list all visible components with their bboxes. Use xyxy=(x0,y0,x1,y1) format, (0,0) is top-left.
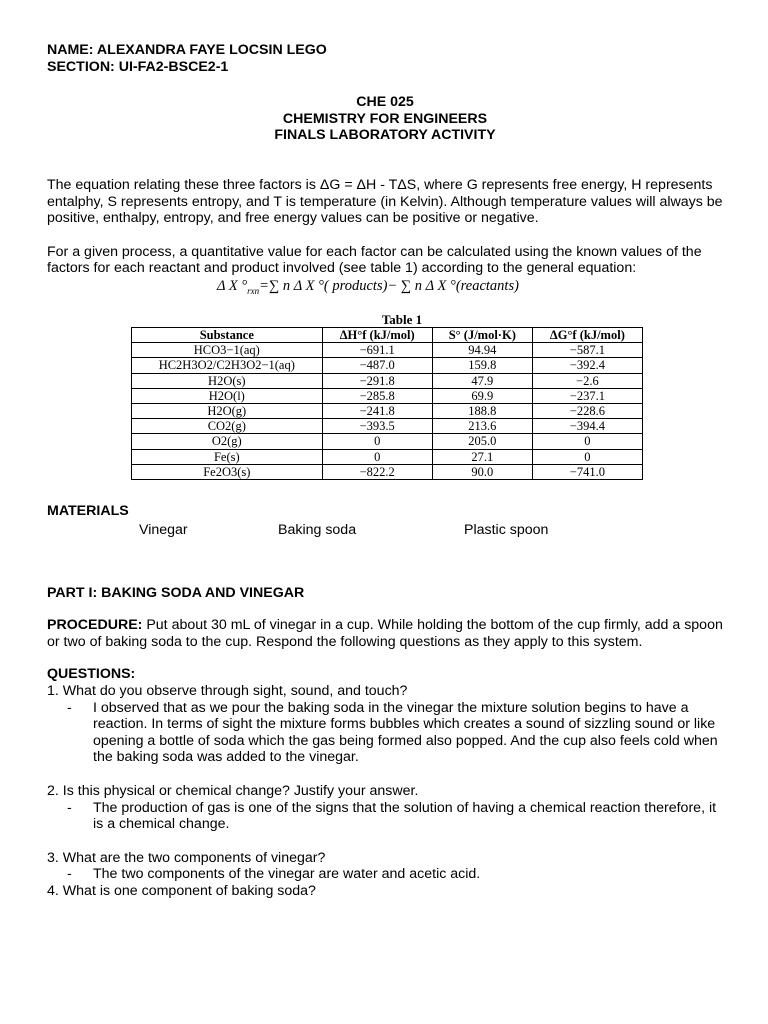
materials-list xyxy=(47,522,723,540)
answer-2-text: The production of gas is one of the signs that the solution of having a chemical reaction therefore, it is a chemical change. xyxy=(93,799,717,833)
entropy-cell: 159.8 xyxy=(432,358,532,373)
document-title xyxy=(47,94,723,144)
document-page xyxy=(47,42,723,899)
free-energy-cell: −228.6 xyxy=(532,403,642,418)
enthalpy-cell: −285.8 xyxy=(322,388,432,403)
enthalpy-cell: 0 xyxy=(322,449,432,464)
material-vinegar: Vinegar xyxy=(139,521,188,538)
course-title: CHEMISTRY FOR ENGINEERS xyxy=(282,110,488,127)
entropy-cell: 205.0 xyxy=(432,434,532,449)
enthalpy-cell: −487.0 xyxy=(322,358,432,373)
answer-1-text: I observed that as we pour the baking soda in the vinegar the mixture solution begins to have a reaction. In terms of sight the mixture forms bubbles which creates a sound of sizzling sound or like opening a bottle of soda which the gas being formed also popped. And the cup also feels cold when the baking soda was added to the vinegar. xyxy=(93,699,718,766)
entropy-cell: 90.0 xyxy=(432,464,532,479)
questions-heading: QUESTIONS: xyxy=(47,666,136,683)
equation-lhs: Δ X ° xyxy=(217,277,248,294)
substance-cell: H2O(g) xyxy=(132,403,323,418)
table-row xyxy=(132,419,643,434)
substance-cell: HC2H3O2/C2H3O2−1(aq) xyxy=(132,358,323,373)
answer-1 xyxy=(47,700,723,766)
substance-cell: H2O(l) xyxy=(132,388,323,403)
equation-rhs: =∑ n Δ X °( products)− ∑ n Δ X °(reactants) xyxy=(259,277,519,294)
procedure-paragraph xyxy=(47,617,723,650)
answer-dash: - xyxy=(67,799,72,816)
enthalpy-cell: −691.1 xyxy=(322,343,432,358)
table-row xyxy=(132,343,643,358)
intro-paragraph-2: For a given process, a quantitative value for each factor can be calculated using the known values of the factors for each reactant and product involved (see table 1) according to the general equation: xyxy=(47,243,702,277)
table-row xyxy=(132,434,643,449)
col-free-energy: ΔG°f (kJ/mol) xyxy=(532,327,642,342)
entropy-cell: 213.6 xyxy=(432,419,532,434)
free-energy-cell: −2.6 xyxy=(532,373,642,388)
entropy-cell: 69.9 xyxy=(432,388,532,403)
question-3: 3. What are the two components of vinegar? xyxy=(47,849,326,866)
part1-heading: PART I: BAKING SODA AND VINEGAR xyxy=(47,584,305,601)
material-baking-soda: Baking soda xyxy=(278,521,357,538)
entropy-cell: 47.9 xyxy=(432,373,532,388)
substance-cell: H2O(s) xyxy=(132,373,323,388)
table-row xyxy=(132,403,643,418)
table-row xyxy=(132,373,643,388)
thermo-table xyxy=(131,327,643,480)
table-row xyxy=(132,358,643,373)
student-header xyxy=(47,42,723,75)
enthalpy-cell: −393.5 xyxy=(322,419,432,434)
enthalpy-cell: −291.8 xyxy=(322,373,432,388)
substance-cell: Fe2O3(s) xyxy=(132,464,323,479)
col-enthalpy: ΔH°f (kJ/mol) xyxy=(322,327,432,342)
enthalpy-cell: −241.8 xyxy=(322,403,432,418)
free-energy-cell: −741.0 xyxy=(532,464,642,479)
free-energy-cell: −587.1 xyxy=(532,343,642,358)
free-energy-cell: 0 xyxy=(532,434,642,449)
free-energy-cell: −237.1 xyxy=(532,388,642,403)
entropy-cell: 27.1 xyxy=(432,449,532,464)
material-plastic-spoon: Plastic spoon xyxy=(464,521,549,538)
substance-cell: O2(g) xyxy=(132,434,323,449)
equation-lhs-sub: rxn xyxy=(247,285,260,296)
course-code: CHE 025 xyxy=(356,94,414,111)
general-equation xyxy=(217,278,723,300)
student-name: NAME: ALEXANDRA FAYE LOCSIN LEGO xyxy=(47,42,327,58)
answer-dash: - xyxy=(67,699,72,716)
thermo-table-container xyxy=(131,312,643,480)
col-substance: Substance xyxy=(132,327,323,342)
col-entropy: S° (J/mol·K) xyxy=(432,327,532,342)
student-section: SECTION: UI-FA2-BSCE2-1 xyxy=(47,58,229,75)
table-row xyxy=(132,388,643,403)
question-4: 4. What is one component of baking soda? xyxy=(47,882,316,899)
free-energy-cell: −392.4 xyxy=(532,358,642,373)
answer-3 xyxy=(47,866,723,883)
answer-dash: - xyxy=(67,866,72,883)
substance-cell: Fe(s) xyxy=(132,449,323,464)
table-title: Table 1 xyxy=(381,311,423,327)
substance-cell: CO2(g) xyxy=(132,419,323,434)
substance-cell: HCO3−1(aq) xyxy=(132,343,323,358)
procedure-label: PROCEDURE: xyxy=(47,617,143,634)
intro-paragraph-1: The equation relating these three factors is ΔG = ΔH - TΔS, where G represents free energy, H represents entalphy, S represents entropy, and T is temperature (in Kelvin). Although temperature values will always be positive, enthalpy, entropy, and free energy values can be positive or negative. xyxy=(47,176,723,227)
enthalpy-cell: 0 xyxy=(322,434,432,449)
question-2: 2. Is this physical or chemical change? Justify your answer. xyxy=(47,782,419,799)
table-row xyxy=(132,464,643,479)
answer-3-text: The two components of the vinegar are water and acetic acid. xyxy=(93,866,481,883)
question-1: 1. What do you observe through sight, sound, and touch? xyxy=(47,682,408,699)
free-energy-cell: −394.4 xyxy=(532,419,642,434)
free-energy-cell: 0 xyxy=(532,449,642,464)
entropy-cell: 188.8 xyxy=(432,403,532,418)
enthalpy-cell: −822.2 xyxy=(322,464,432,479)
entropy-cell: 94.94 xyxy=(432,343,532,358)
procedure-text: Put about 30 mL of vinegar in a cup. While holding the bottom of the cup firmly, add a spoon or two of baking soda to the cup. Respond the following questions as they apply to this system. xyxy=(47,617,723,650)
answer-2 xyxy=(47,800,723,833)
table-row xyxy=(132,449,643,464)
activity-title: FINALS LABORATORY ACTIVITY xyxy=(274,127,496,144)
materials-heading: MATERIALS xyxy=(47,502,129,519)
table-header-row xyxy=(132,327,643,342)
